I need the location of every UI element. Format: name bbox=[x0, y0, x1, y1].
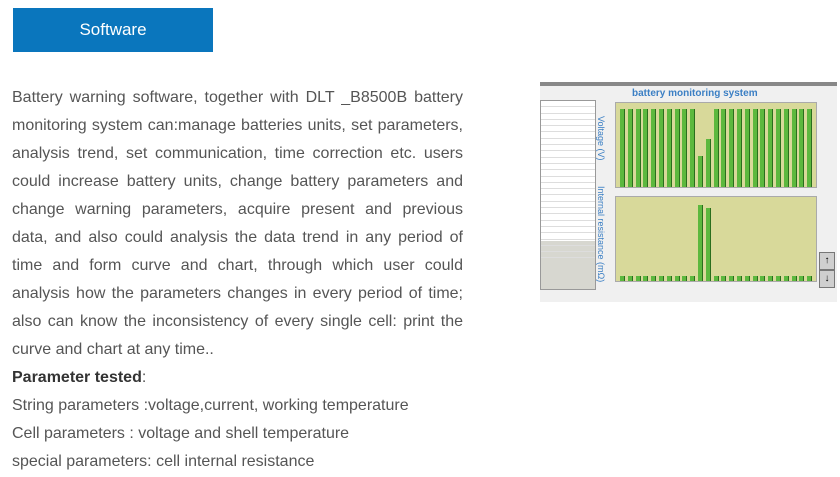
screenshot-title: battery monitoring system bbox=[632, 88, 758, 99]
chart-bar bbox=[643, 109, 648, 187]
chart-bar bbox=[792, 109, 797, 187]
chart-bar bbox=[729, 109, 734, 187]
description bbox=[12, 84, 463, 476]
chart-bar bbox=[776, 109, 781, 187]
chart-bar bbox=[753, 276, 758, 281]
params-heading-line: Parameter tested: bbox=[12, 369, 147, 386]
chart-bar bbox=[651, 109, 656, 187]
scroll-up-button[interactable]: ↑ bbox=[819, 252, 835, 270]
chart-bar bbox=[659, 276, 664, 281]
chart-bar bbox=[628, 109, 633, 187]
chart-bar bbox=[721, 276, 726, 281]
description-paragraph: Battery warning software, together with DLT _B8500B battery monitoring system can:manage batteries units, set parameters, analysis trend, set communication, time correction etc. users could increase battery units, change battery parameters and change warning parameters, acquire present and previous data, and also could analysis the data trend in any period of time and form curve and chart, through which user could analysis how the parameters changes in every period of time; also can know the inconsistency of every single cell: print the curve and chart at any time.. bbox=[12, 89, 463, 358]
chart-bar bbox=[784, 109, 789, 187]
chart-bar bbox=[737, 276, 742, 281]
chart-bar bbox=[807, 276, 812, 281]
resistance-chart bbox=[615, 196, 817, 282]
param-special: special parameters: cell internal resistance bbox=[12, 453, 315, 470]
resistance-axis-label: Internal resistance (mΩ) bbox=[596, 186, 606, 283]
chart-bar bbox=[706, 208, 711, 281]
chart-bar bbox=[698, 156, 703, 187]
chart-bar bbox=[628, 276, 633, 281]
chart-bar bbox=[760, 276, 765, 281]
chart-bar bbox=[675, 109, 680, 187]
chart-bar bbox=[643, 276, 648, 281]
chart-bar bbox=[667, 109, 672, 187]
chart-bar bbox=[792, 276, 797, 281]
table-row bbox=[541, 252, 595, 258]
voltage-axis-label: Voltage (V) bbox=[596, 116, 606, 161]
chart-bar bbox=[745, 276, 750, 281]
chart-bar bbox=[737, 109, 742, 187]
param-cell: Cell parameters : voltage and shell temperature bbox=[12, 425, 350, 442]
chart-bar bbox=[636, 109, 641, 187]
params-heading: Parameter tested bbox=[12, 369, 142, 386]
chart-bar bbox=[768, 276, 773, 281]
param-string: String parameters :voltage,current, working temperature bbox=[12, 397, 409, 414]
chart-bar bbox=[636, 276, 641, 281]
chart-bar bbox=[714, 276, 719, 281]
chart-bar bbox=[706, 139, 711, 187]
voltage-chart bbox=[615, 102, 817, 188]
chart-bar bbox=[768, 109, 773, 187]
chart-bar bbox=[721, 109, 726, 187]
chart-bar bbox=[667, 276, 672, 281]
chart-bar bbox=[620, 109, 625, 187]
chart-bar bbox=[799, 109, 804, 187]
chart-bar bbox=[682, 109, 687, 187]
chart-bar bbox=[659, 109, 664, 187]
chart-bar bbox=[729, 276, 734, 281]
chart-bar bbox=[799, 276, 804, 281]
chart-bar bbox=[620, 276, 625, 281]
chart-bar bbox=[690, 109, 695, 187]
scroll-down-button[interactable]: ↓ bbox=[819, 270, 835, 288]
chart-bar bbox=[776, 276, 781, 281]
chart-bar bbox=[745, 109, 750, 187]
chart-bar bbox=[698, 205, 703, 281]
chart-bar bbox=[675, 276, 680, 281]
chart-bar bbox=[714, 109, 719, 187]
chart-bar bbox=[760, 109, 765, 187]
cell-data-table bbox=[540, 100, 596, 290]
chart-bar bbox=[784, 276, 789, 281]
chart-bar bbox=[807, 109, 812, 187]
software-tab-button[interactable]: Software bbox=[13, 8, 213, 52]
software-screenshot bbox=[540, 82, 837, 302]
chart-bar bbox=[651, 276, 656, 281]
chart-bar bbox=[753, 109, 758, 187]
chart-bar bbox=[690, 276, 695, 281]
chart-bar bbox=[682, 276, 687, 281]
